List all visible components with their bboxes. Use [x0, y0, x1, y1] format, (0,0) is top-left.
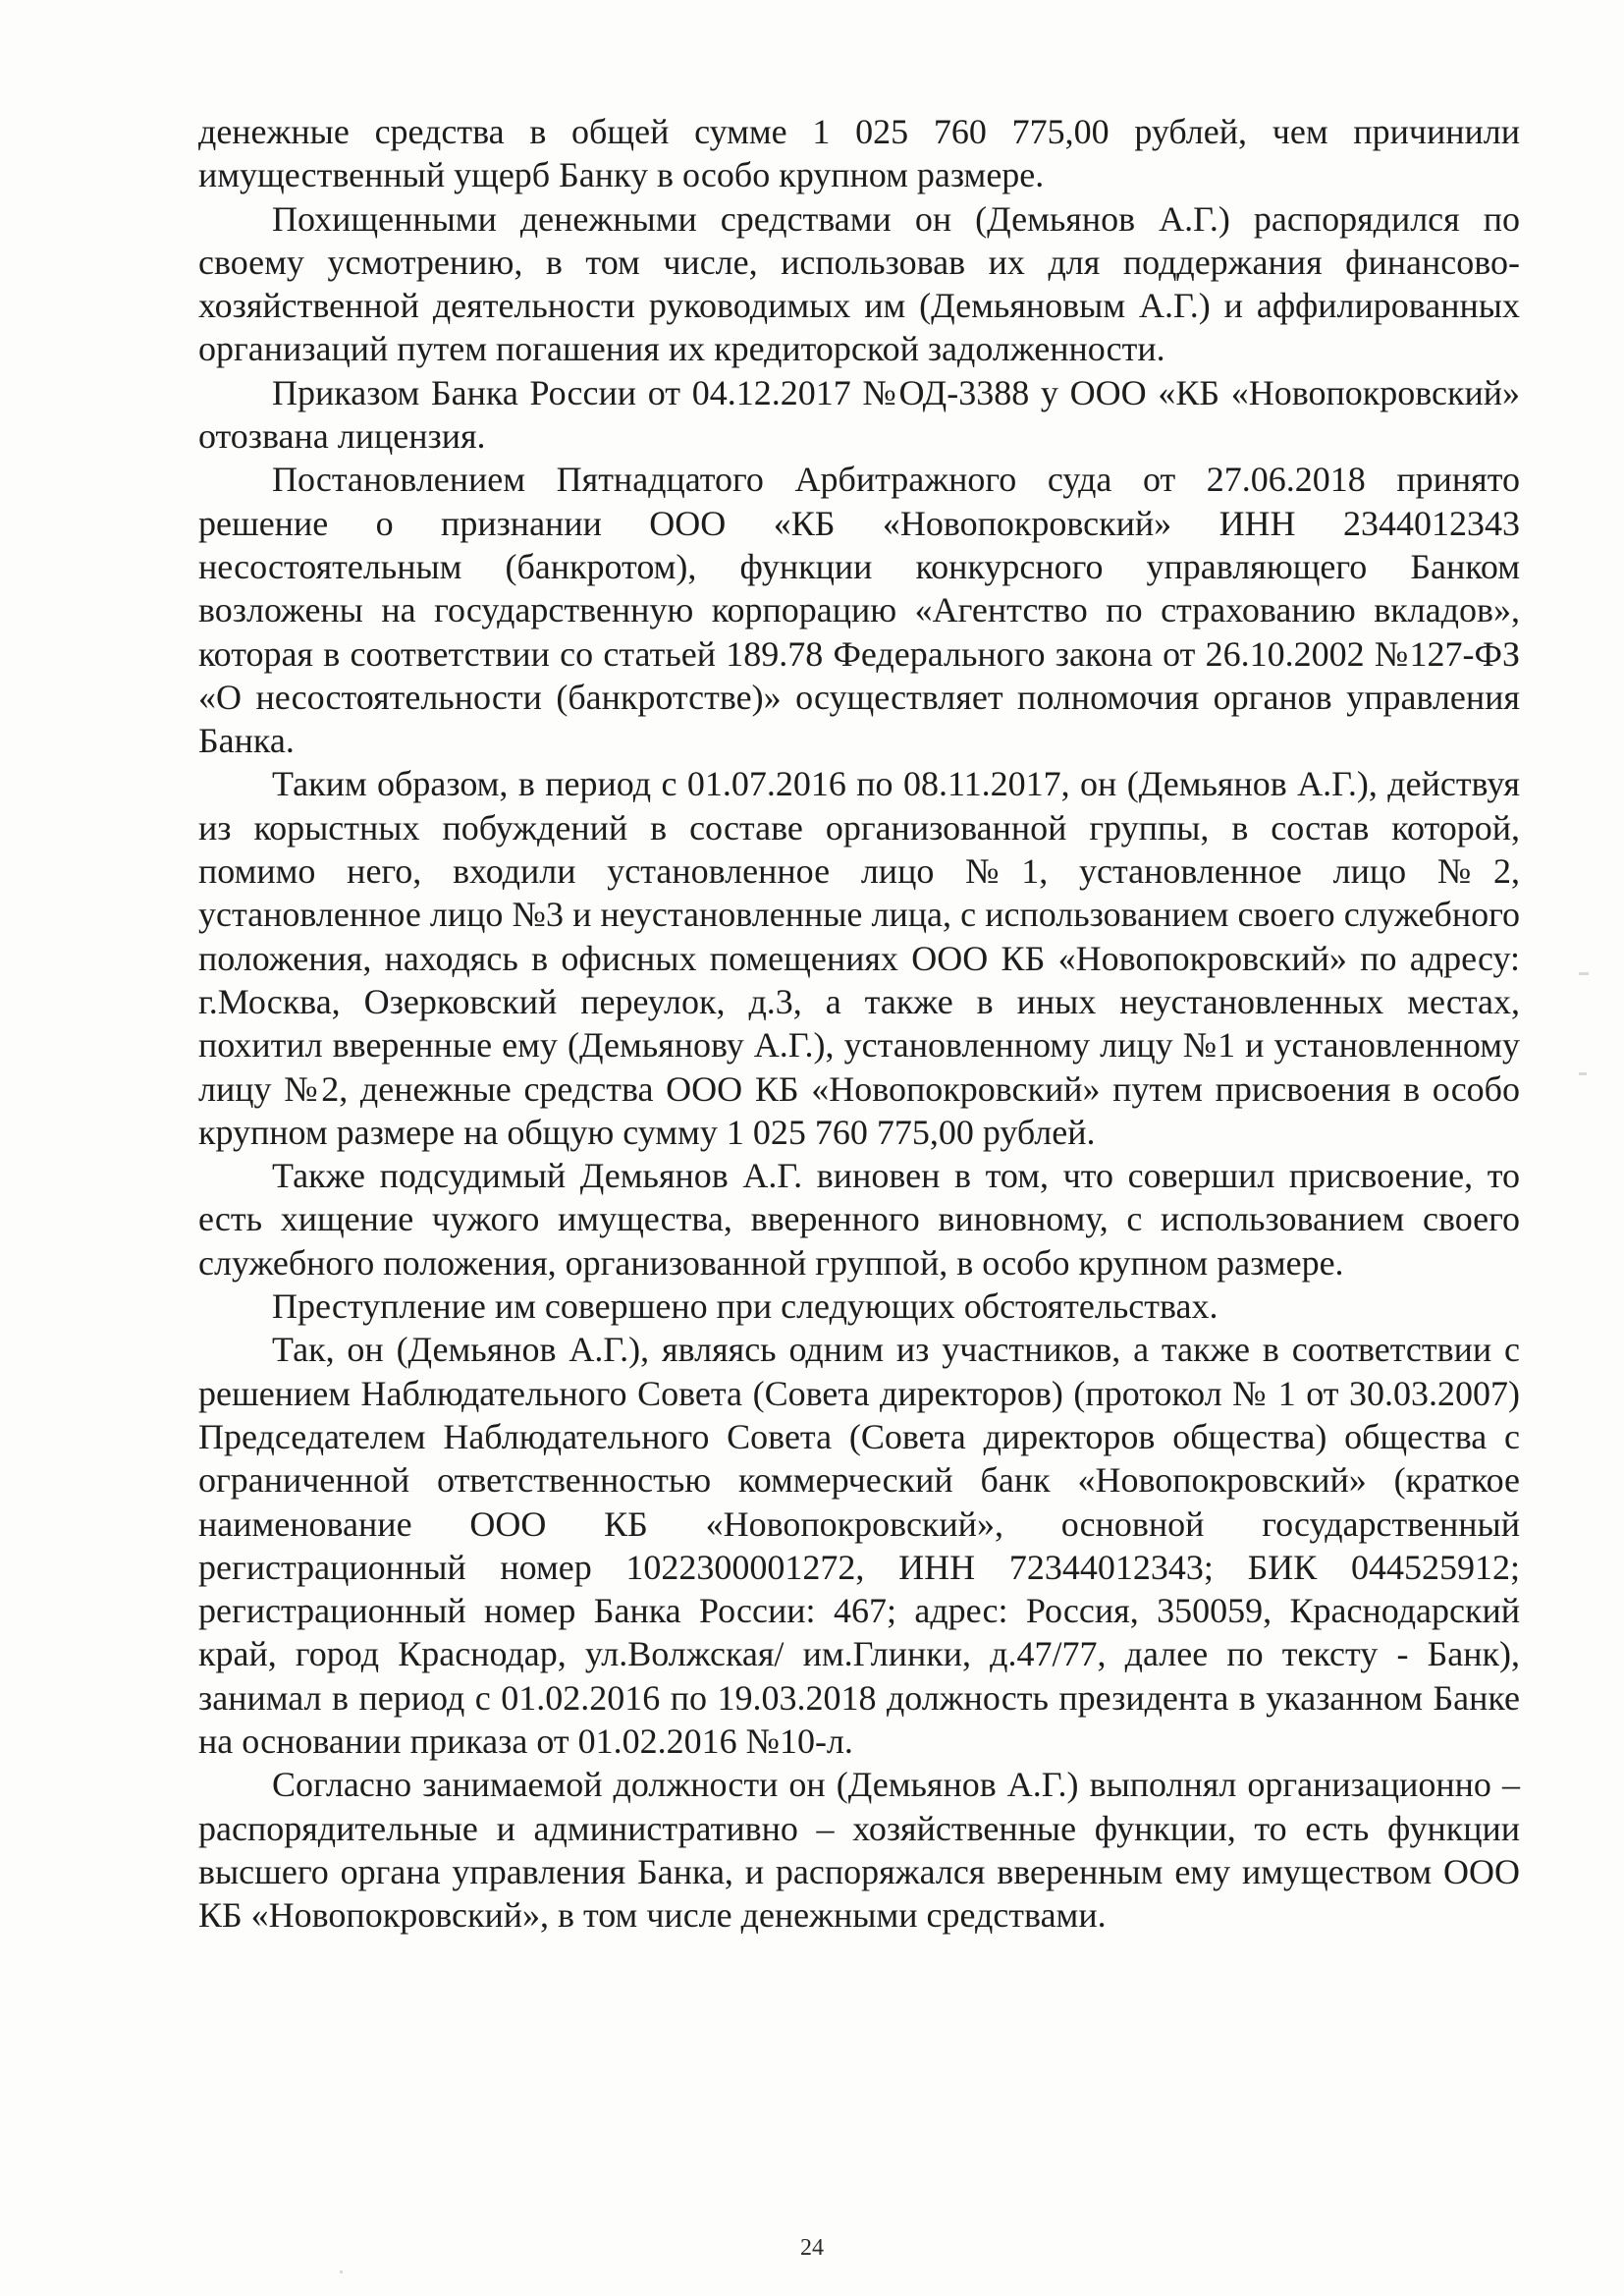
document-body	[198, 110, 1520, 1937]
scan-artifact-mark	[1579, 972, 1589, 975]
paragraph: Постановлением Пятнадцатого Арбитражного суда от 27.06.2018 принято решение о признании ООО «КБ «Новопокровский» ИНН 2344012343 несостоятельным (банкротом), функции конкурсного управляющего Банком возложены на государственную корпорацию «Агентство по страхованию вкладов», которая в соответствии со статьей 189.78 Федерального закона от 26.10.2002 №127-ФЗ «О несостоятельности (банкротстве)» осуществляет полномочия органов управления Банка.	[198, 460, 1520, 761]
paragraph: Согласно занимаемой должности он (Демьянов А.Г.) выполнял организационно – распорядительные и административно – хозяйственные функции, то есть функции высшего органа управления Банка, и распоряжался вверенным ему имуществом ООО КБ «Новопокровский», в том числе денежными средствами.	[198, 1765, 1520, 1936]
paragraph: Таким образом, в период с 01.07.2016 по 08.11.2017, он (Демьянов А.Г.), действуя из корыстных побуждений в составе организованной группы, в состав которой, помимо него, входили установленное лицо №1, установленное лицо №2, установленное лицо №3 и неустановленные лица, с использованием своего служебного положения, находясь в офисных помещениях ООО КБ «Новопокровский» по адресу: г.Москва, Озерковский переулок, д.3, а также в иных неустановленных местах, похитил вверенные ему (Демьянову А.Г.), установленному лицу №1 и установленному лицу №2, денежные средства ООО КБ «Новопокровский» путем присвоения в особо крупном размере на общую сумму 1 025 760 775,00 рублей.	[198, 764, 1520, 1152]
page-number: 24	[800, 2235, 824, 2261]
paragraph: Похищенными денежными средствами он (Демьянов А.Г.) распорядился по своему усмотрению, в том числе, использовав их для поддержания финансово-хозяйственной деятельности руководимых им (Демьяновым А.Г.) и аффилированных организаций путем погашения их кредиторской задолженности.	[198, 198, 1520, 369]
paragraph: Также подсудимый Демьянов А.Г. виновен в том, что совершил присвоение, то есть хищение чужого имущества, вверенного виновному, с использованием своего служебного положения, организованной группой, в особо крупном размере.	[198, 1156, 1520, 1283]
paragraph: Так, он (Демьянов А.Г.), являясь одним из участников, а также в соответствии с решением Наблюдательного Совета (Совета директоров) (протокол № 1 от 30.03.2007) Председателем Наблюдательного Совета (Совета директоров общества) общества с ограниченной ответственностью коммерческий банк «Новопокровский» (краткое наименование ООО КБ «Новопокровский», основной государственный регистрационный номер 1022300001272, ИНН 72344012343; БИК 044525912; регистрационный номер Банка России: 467; адрес: Россия, 350059, Краснодарский край, город Краснодар, ул.Волжская/ им.Глинки, д.47/77, далее по тексту - Банк), занимал в период с 01.02.2016 по 19.03.2018 должность президента в указанном Банке на основании приказа от 01.02.2016 №10-л.	[198, 1330, 1520, 1761]
scan-artifact-mark	[340, 2270, 343, 2273]
paragraph: Преступление им совершено при следующих обстоятельствах.	[272, 1286, 1218, 1327]
scan-artifact-mark	[1579, 1072, 1587, 1075]
paragraph: Приказом Банка России от 04.12.2017 №ОД-3388 у ООО «КБ «Новопокровский» отозвана лицензия.	[198, 372, 1520, 457]
paragraph: денежные средства в общей сумме 1 025 760 775,00 рублей, чем причинили имущественный ущерб Банку в особо крупном размере.	[198, 112, 1520, 195]
